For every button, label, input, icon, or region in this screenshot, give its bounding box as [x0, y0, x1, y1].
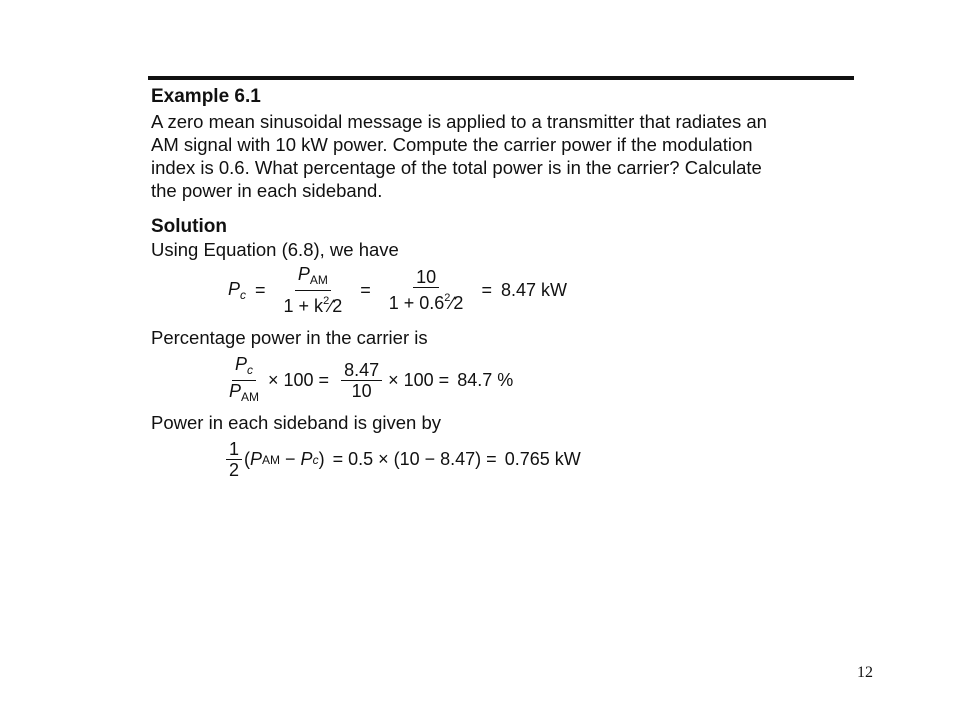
- fraction: [226, 354, 262, 407]
- subscript: AM: [309, 273, 328, 287]
- numerator: 1: [226, 439, 242, 460]
- denominator: 2: [229, 460, 240, 480]
- problem-line: the power in each sideband.: [151, 180, 383, 201]
- denominator-text: 1 + k: [283, 296, 324, 316]
- equals-sign: =: [360, 279, 371, 300]
- problem-line: index is 0.6. What percentage of the total power is in the carrier? Calculate: [151, 157, 762, 178]
- page-number: 12: [857, 664, 873, 681]
- subscript: c: [247, 363, 254, 377]
- subscript: AM: [262, 452, 281, 467]
- numerator: 10: [413, 267, 439, 288]
- symbol: P: [297, 264, 310, 284]
- paren: ): [318, 449, 325, 469]
- operator-text: × 100 =: [268, 370, 330, 390]
- symbol: P: [235, 354, 248, 374]
- sideband-equation: [226, 439, 581, 480]
- problem-line: A zero mean sinusoidal message is applied to a transmitter that radiates an: [151, 111, 767, 132]
- superscript: 2: [444, 292, 451, 304]
- paren: (: [244, 449, 251, 469]
- solution-title: Solution: [151, 216, 227, 237]
- fraction: [386, 267, 467, 313]
- symbol: P: [250, 449, 263, 469]
- fraction: [281, 264, 346, 316]
- example-title: Example 6.1: [151, 86, 261, 107]
- denominator-text: ∕2: [329, 296, 343, 316]
- solution-intro: Using Equation (6.8), we have: [151, 239, 399, 260]
- operator-text: × 100 =: [388, 370, 450, 390]
- operator-text: = 0.5 × (10 − 8.47) =: [332, 449, 497, 469]
- symbol: P: [300, 449, 313, 469]
- symbol: P: [229, 381, 242, 401]
- numerator: 8.47: [341, 360, 382, 381]
- denominator-text: 1 + 0.6: [388, 293, 445, 313]
- fraction: [341, 360, 382, 401]
- result: 8.47 kW: [500, 279, 567, 300]
- problem-statement: [151, 110, 856, 202]
- fraction: [226, 439, 242, 480]
- equals-sign: =: [255, 279, 266, 300]
- denominator-text: ∕2: [450, 293, 464, 313]
- symbol: P: [228, 278, 241, 299]
- result: 0.765 kW: [504, 449, 581, 469]
- denominator: 10: [351, 381, 372, 401]
- carrier-power-equation: [228, 264, 567, 316]
- subscript: c: [240, 287, 247, 302]
- equals-sign: =: [481, 279, 492, 300]
- percentage-text: Percentage power in the carrier is: [151, 327, 428, 348]
- sideband-text: Power in each sideband is given by: [151, 412, 442, 433]
- minus-sign: −: [280, 449, 301, 469]
- result: 84.7 %: [457, 370, 514, 390]
- superscript: 2: [323, 295, 330, 307]
- subscript: AM: [241, 390, 260, 404]
- problem-line: AM signal with 10 kW power. Compute the carrier power if the modulation: [151, 134, 753, 155]
- percentage-equation: [226, 354, 513, 407]
- top-rule: [148, 76, 854, 80]
- subscript: c: [312, 452, 319, 467]
